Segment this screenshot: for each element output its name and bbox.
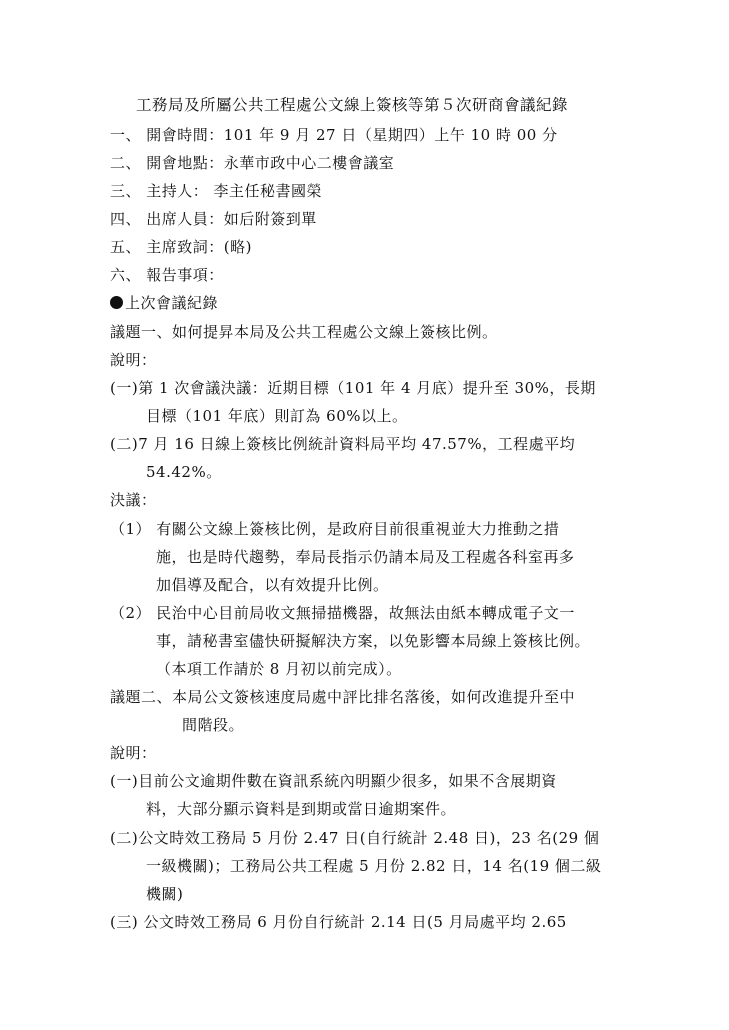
topic1-res2-line2: 事，請秘書室儘快研擬解決方案，以免影響本局線上簽核比例。 [156,632,591,650]
topic2-desc2-line3: 機關) [146,885,184,903]
topic1-res2-line1: （2） 民治中心目前局收文無掃描機器，故無法由紙本轉成電子文一 [110,604,575,622]
topic2-desc2-line1: (二)公文時效工務局 5 月份 2.47 日(自行統計 2.48 日)，23 名(29 個 [110,829,600,847]
topic1-res2-line3: （本項工作請於 8 月初以前完成）。 [156,660,402,678]
topic1-desc2-line1: (二)7 月 16 日線上簽核比例統計資料局平均 47.57%，工程處平均 [110,435,576,453]
topic1-res-label: 決議： [110,491,157,509]
item-meeting-time: 一、 開會時間：101 年 9 月 27 日（星期四）上午 10 時 00 分 [110,126,558,144]
topic1-res1-line2: 施，也是時代趨勢，奉局長指示仍請本局及工程處各科室再多 [156,548,575,566]
bullet-icon [110,296,123,309]
topic2-desc3-line1: (三) 公文時效工務局 6 月份自行統計 2.14 日(5 月局處平均 2.65 [110,913,567,931]
prev-minutes-heading [110,293,218,313]
page-title: 工務局及所屬公共工程處公文線上簽核等第５次研商會議紀錄 [136,96,569,114]
topic1-res1-line1: （1） 有關公文線上簽核比例，是政府目前很重視並大力推動之措 [110,520,560,538]
topic1-res1-line3: 加倡導及配合，以有效提升比例。 [156,576,389,594]
topic1-title: 議題一、如何提昇本局及公共工程處公文線上簽核比例。 [110,323,498,341]
topic2-desc2-line2: 一級機關)；工務局公共工程處 5 月份 2.82 日，14 名(19 個二級 [146,857,602,875]
topic2-desc1-line2: 料，大部分顯示資料是到期或當日逾期案件。 [146,800,457,818]
topic2-title-line2: 間階段。 [182,716,245,734]
prev-minutes-label: 上次會議紀錄 [125,294,219,312]
item-chair-speech: 五、 主席致詞：(略) [110,238,252,256]
topic1-desc1-line2: 目標（101 年底）則訂為 60%以上。 [146,407,408,425]
topic1-desc1-line1: (一)第 1 次會議決議：近期目標（101 年 4 月底）提升至 30%，長期 [110,379,596,397]
item-report: 六、 報告事項： [110,266,224,284]
topic2-desc-label: 說明： [110,744,157,762]
topic2-title-line1: 議題二、本局公文簽核速度局處中評比排名落後，如何改進提升至中 [110,688,576,706]
item-chairperson: 三、 主持人： 李主任秘書國榮 [110,182,323,200]
topic2-desc1-line1: (一)目前公文逾期件數在資訊系統內明顯少很多，如果不含展期資 [110,772,557,790]
item-meeting-place: 二、 開會地點：永華市政中心二樓會議室 [110,154,395,172]
topic1-desc-label: 說明： [110,351,157,369]
topic1-desc2-line2: 54.42%。 [146,463,222,481]
item-attendees: 四、 出席人員：如后附簽到單 [110,210,317,228]
